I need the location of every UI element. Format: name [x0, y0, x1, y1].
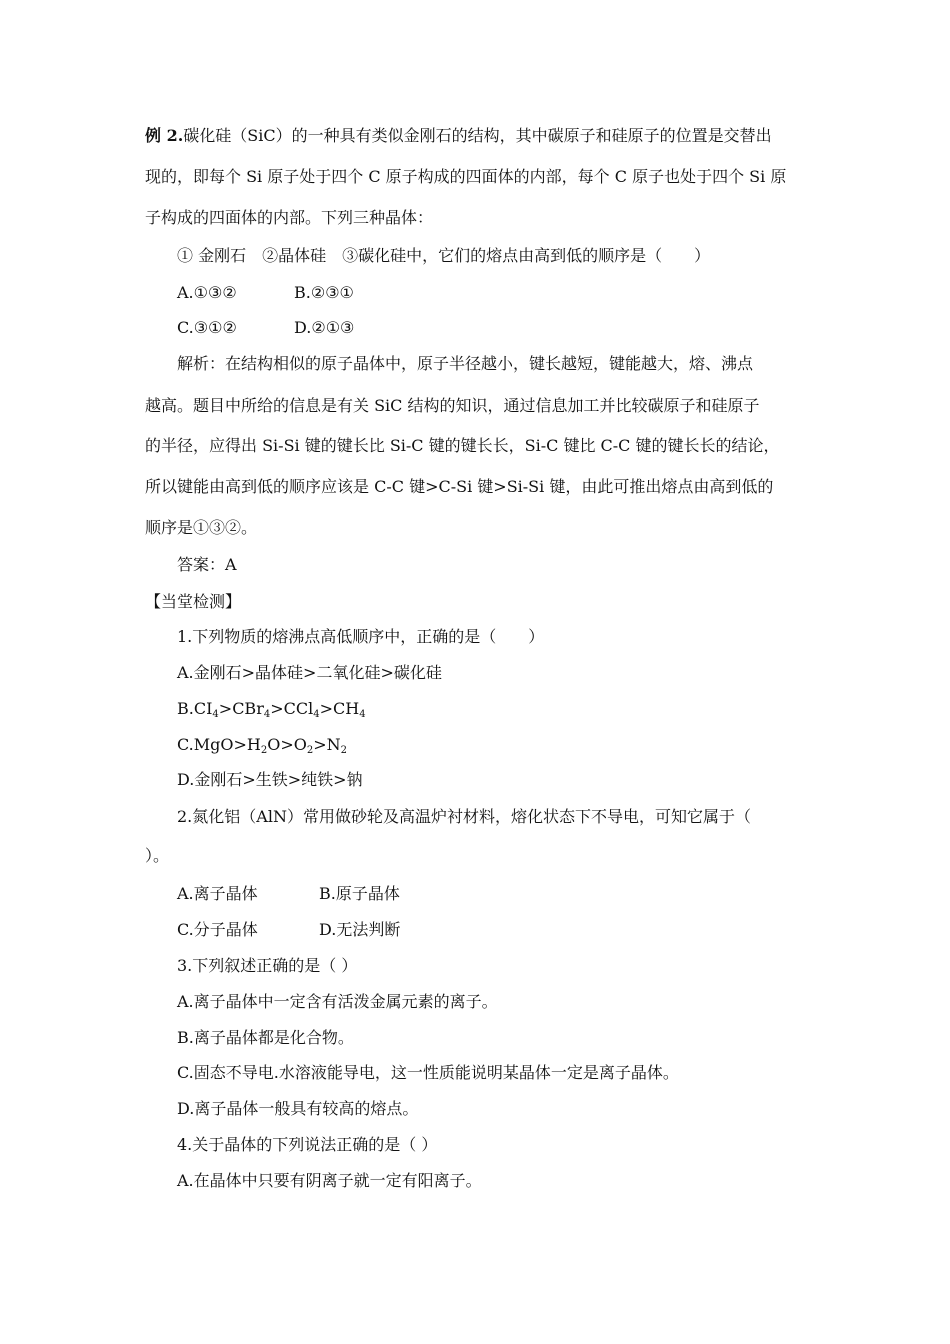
analysis-line-2: 越高。题目中所给的信息是有关 SiC 结构的知识，通过信息加工并比较碳原子和硅原子 [145, 396, 760, 415]
q3-option-c: C.固态不导电.水溶液能导电，这一性质能说明某晶体一定是离子晶体。 [177, 1063, 679, 1082]
q1-option-a: A.金刚石>晶体硅>二氧化硅>碳化硅 [177, 663, 442, 682]
example-line-3: 子构成的四面体的内部。下列三种晶体： [145, 208, 434, 227]
q2-option-d: D.无法判断 [319, 920, 401, 939]
q4-stem: 4.关于晶体的下列说法正确的是（ ） [177, 1135, 438, 1154]
example-option-a: A.①③② [177, 283, 237, 302]
analysis-line-1: 解析：在结构相似的原子晶体中，原子半径越小，键长越短，键能越大，熔、沸点 [177, 354, 754, 373]
example-line-1 [145, 126, 772, 146]
example-text: 碳化硅（SiC）的一种具有类似金刚石的结构，其中碳原子和硅原子的位置是交替出 [183, 126, 772, 145]
q3-option-a: A.离子晶体中一定含有活泼金属元素的离子。 [177, 992, 498, 1011]
example-option-d: D.②①③ [294, 318, 355, 337]
example-label: 例 2. [145, 126, 184, 145]
example-line-2: 现的，即每个 Si 原子处于四个 C 原子构成的四面体的内部，每个 C 原子也处于四个 Si 原 [145, 167, 787, 186]
section-title: 【当堂检测】 [145, 592, 242, 611]
q1-option-b: $B.CI_4>CBr_4>CCl_4>CH_4$ [177, 699, 366, 720]
example-question: ① 金刚石 ②晶体硅 ③碳化硅中，它们的熔点由高到低的顺序是（ ） [177, 246, 711, 265]
example-option-b: B.②③① [294, 283, 354, 302]
example-option-c: C.③①② [177, 318, 237, 337]
analysis-line-4: 所以键能由高到低的顺序应该是 C-C 键>C-Si 键>Si-Si 键，由此可推出熔点由高到低的 [145, 477, 774, 496]
analysis-line-5: 顺序是①③②。 [145, 518, 258, 537]
q1-option-c: $C.MgO>H_2O>O_2>N_2$ [177, 735, 348, 756]
q4-option-a: A.在晶体中只要有阴离子就一定有阳离子。 [177, 1171, 482, 1190]
q1-stem: 1.下列物质的熔沸点高低顺序中，正确的是（ ） [177, 627, 545, 646]
q3-option-b: B.离子晶体都是化合物。 [177, 1028, 354, 1047]
q2-stem-line-1: 2.氮化铝（AlN）常用做砂轮及高温炉衬材料，熔化状态下不导电，可知它属于（ [177, 807, 751, 826]
q2-option-a: A.离子晶体 [177, 884, 258, 903]
q3-option-d: D.离子晶体一般具有较高的熔点。 [177, 1099, 419, 1118]
q2-option-b: B.原子晶体 [319, 884, 400, 903]
q2-option-c: C.分子晶体 [177, 920, 258, 939]
q1-option-d: D.金刚石>生铁>纯铁>钠 [177, 770, 363, 789]
q2-stem-line-2: ）。 [145, 846, 170, 865]
answer: 答案：A [177, 555, 237, 574]
analysis-line-3: 的半径，应得出 Si-Si 键的键长比 Si-C 键的键长长，Si-C 键比 C-C 键的键长长的结论， [145, 436, 780, 455]
q3-stem: 3.下列叙述正确的是（ ） [177, 956, 358, 975]
